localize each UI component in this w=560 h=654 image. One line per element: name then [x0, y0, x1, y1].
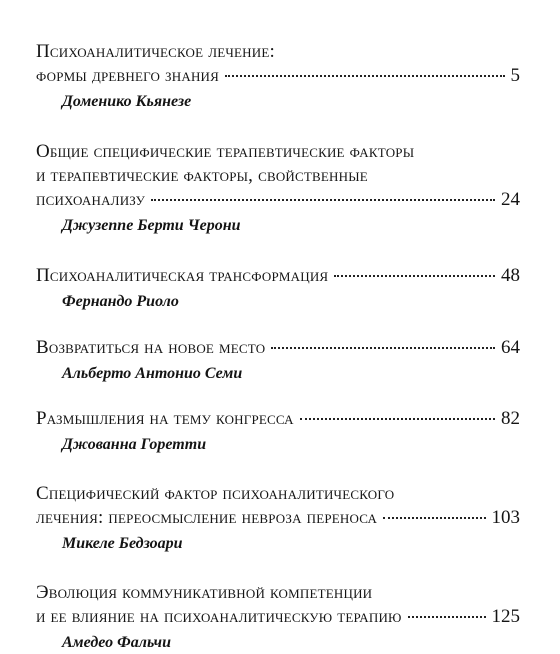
- toc-entry-title-text: Размышления на тему конгресса: [36, 408, 294, 429]
- dot-leader: [271, 347, 495, 349]
- toc-entry-title-line: и терапевтические факторы, свойственные: [36, 165, 368, 186]
- toc-entry[interactable]: [36, 482, 520, 555]
- dot-leader: [334, 275, 495, 277]
- author-name: Доменико Кьянезе: [62, 93, 192, 110]
- page-number: 125: [491, 606, 520, 627]
- toc-entry-title-text: Психоаналитическая трансформация: [36, 265, 329, 286]
- toc-entry-title-line: Общие специфические терапевтические факторы: [36, 141, 415, 162]
- page-number: 64: [501, 337, 520, 358]
- author-name: Фернандо Риоло: [62, 293, 179, 310]
- toc-entry-title-text: психоанализу: [36, 189, 146, 210]
- dot-leader: [383, 517, 485, 519]
- toc-entry[interactable]: [36, 581, 520, 654]
- toc-entry-title-last-line: [36, 64, 520, 88]
- author-name: Альберто Антонио Семи: [62, 365, 243, 382]
- toc-entry[interactable]: [36, 264, 520, 313]
- dot-leader: [151, 199, 495, 201]
- toc-entry-title-last-line: [36, 407, 520, 431]
- page-number: 24: [501, 189, 520, 210]
- author-name: Микеле Бедзоари: [62, 535, 183, 552]
- toc-entry-title-text: Возвратиться на новое место: [36, 337, 266, 358]
- toc-entry-title-text: формы древнего знания: [36, 65, 219, 86]
- toc-entry-title-last-line: [36, 605, 520, 629]
- toc-entry-title-last-line: [36, 188, 520, 212]
- table-of-contents: [36, 40, 520, 654]
- author-name: Джузеппе Берти Черони: [62, 217, 241, 234]
- toc-entry-title-line: Специфический фактор психоаналитического: [36, 483, 395, 504]
- toc-entry-title-line: Эволюция коммуникативной компетенции: [36, 582, 373, 603]
- toc-entry-title-text: лечения: переосмысление невроза переноса: [36, 507, 378, 528]
- toc-entry-title-last-line: [36, 506, 520, 530]
- page-number: 48: [501, 265, 520, 286]
- toc-entry-title-last-line: [36, 264, 520, 288]
- toc-entry-title-text: и ее влияние на психоаналитическую терапию: [36, 606, 402, 627]
- page-number: 5: [510, 65, 520, 86]
- dot-leader: [225, 75, 505, 77]
- toc-entry[interactable]: [36, 40, 520, 113]
- author-name: Амедео Фальчи: [62, 634, 171, 651]
- dot-leader: [300, 418, 495, 420]
- toc-entry-title-line: Психоаналитическое лечение:: [36, 41, 275, 62]
- page-number: 82: [501, 408, 520, 429]
- author-name: Джованна Горетти: [62, 436, 207, 453]
- toc-entry[interactable]: [36, 407, 520, 456]
- toc-entry[interactable]: [36, 140, 520, 237]
- page-number: 103: [491, 507, 520, 528]
- toc-entry[interactable]: [36, 336, 520, 385]
- dot-leader: [408, 616, 486, 618]
- toc-entry-title-last-line: [36, 336, 520, 360]
